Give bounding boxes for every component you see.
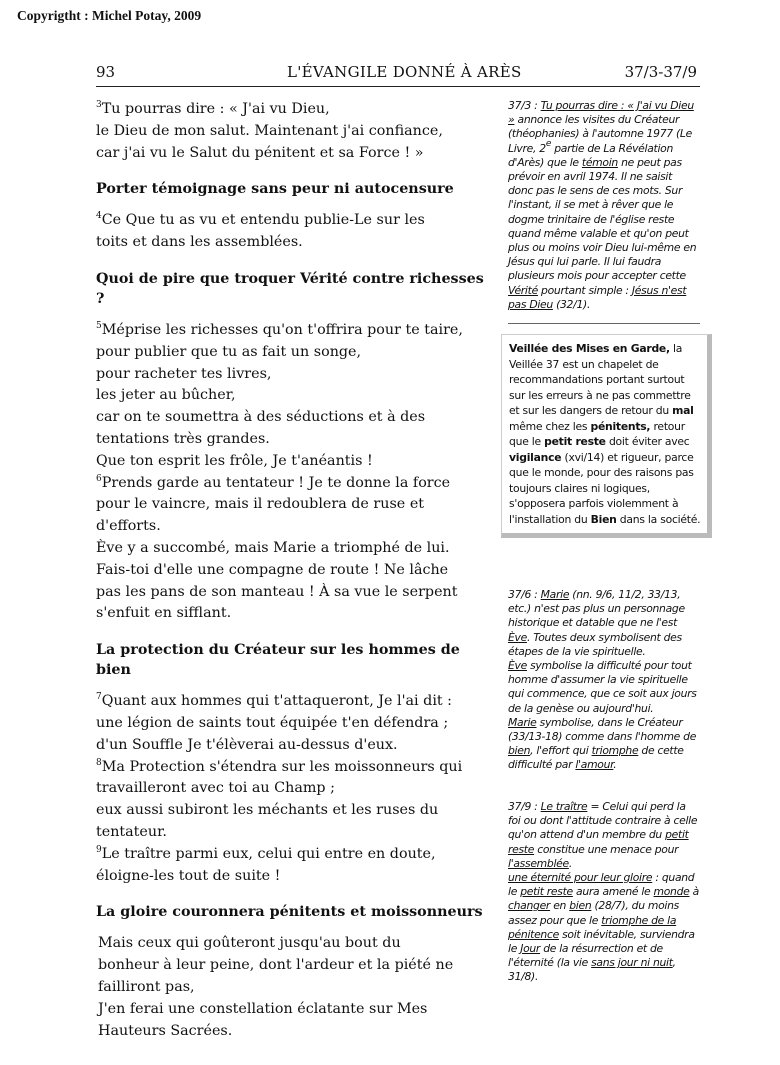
verse-number: 7 bbox=[96, 692, 102, 703]
verse-8: $^8$Ma Protection s'étendra sur les moissonneurs qui travailleront avec toi au Champ ; eux aussi subiront les méchants et les ruses du tentateur. bbox=[96, 757, 463, 840]
verse-number: 4 bbox=[96, 211, 102, 222]
sidenote-37-9: 37/9 : Le traître = Celui qui perd la foi ou dont l'attitude contraire à celle qu'on attend d'un membre du petit reste constitue une menace pour l'assemblée. une éternité pour leur gloire : quand le petit reste aura amené le monde à changer en bien (28/7), du moins assez pour que le triomphe de la pénitence soit inévitable, surviendra le Jour de la résurrection et de l'éternité (la vie sans jour ni nuit, 31/8). bbox=[508, 800, 699, 984]
veillee-summary-box: Veillée des Mises en Garde, la Veillée 37 est un chapelet de recommandations portant surtout sur les erreurs à ne pas commettre et sur les dangers de retour du mal même chez les pénitents, retour que le petit reste doit éviter avec vigilance (xvi/14) et rigueur, parce que le monde, pour des raisons pas toujours claires ni logiques, s'opposera parfois violemment à l'installation du Bien dans la société. bbox=[501, 334, 712, 538]
verse-3: $^3$Tu pourras dire : « J'ai vu Dieu, le Dieu de mon salut. Maintenant j'ai confiance, car j'ai vu le Salut du pénitent et sa Force ! » bbox=[96, 100, 443, 161]
verse-9: $^9$Le traître parmi eux, celui qui entre en doute, éloigne-les tout de suite ! bbox=[96, 844, 436, 884]
verse-number: 3 bbox=[96, 100, 102, 110]
header-rule bbox=[96, 86, 700, 87]
verse-number: 6 bbox=[96, 473, 102, 484]
sidenote-37-3: 37/3 : Tu pourras dire : « J'ai vu Dieu » annonce les visites du Créateur (théophanies) à l'automne 1977 (Le Livre, 2e partie de La Révélation d'Arès) que le témoin ne peut pas prévoir en avril 1974. Il ne saisit donc pas le sens de ces mots. Sur l'instant, il se met à rêver que le dogme trinitaire de l'église reste quand même valable et qu'on peut plus ou moins voir Dieu lui-même en Jésus qui lui parle. Il lui faudra plusieurs mois pour accepter cette Vérité pourtant simple : Jésus n'est pas Dieu (32/1). bbox=[508, 99, 697, 311]
verse-4: $^4$Ce Que tu as vu et entendu publie-Le sur les toits et dans les assemblées. bbox=[96, 211, 425, 251]
sidenote-37-6: 37/6 : Marie (nn. 9/6, 11/2, 33/13, etc.) n'est pas plus un personnage historique et datable que ne l'est Ève. Toutes deux symbolisent des étapes de la vie spirituelle. Ève symbolise la difficulté pour tout homme d'assumer la vie spirituelle qui commence, que ce soit aux jours de la genèse ou aujourd'hui. Marie symbolise, dans le Créateur (33/13-18) comme dans l'homme de bien, l'effort qui triomphe de cette difficulté par l'amour. bbox=[508, 588, 697, 772]
verse-reference: 37/3-37/9 bbox=[624, 63, 697, 81]
verse-number: 5 bbox=[96, 320, 102, 331]
verse-5: $^5$Méprise les richesses qu'on t'offrira pour te taire, pour publier que tu as fait un songe, pour racheter tes livres, les jeter au bûcher, car on te soumettra à des séductions et à des tentations très grandes. Que ton esprit les frôle, Je t'anéantis ! bbox=[96, 320, 463, 469]
page-number: 93 bbox=[96, 63, 116, 81]
sidenote-divider bbox=[508, 323, 700, 324]
verse-closing: Mais ceux qui goûteront jusqu'au bout du bonheur à leur peine, dont l'ardeur et la piété ne failliront pas, J'en ferai une constellation éclatante sur Mes Hauteurs Sacrées. bbox=[98, 935, 454, 1039]
verse-7: $^7$Quant aux hommes qui t'attaqueront, Je l'ai dit : une légion de saints tout équipée t'en défendra ; d'un Souffle Je t'élèverai au-dessus d'eux. bbox=[96, 692, 453, 753]
verse-6: $^6$Prends garde au tentateur ! Je te donne la force pour le vaincre, mais il redoublera de ruse et d'efforts. Ève y a succombé, mais Marie a triomphé de lui. Fais-toi d'elle une compagne de route ! Ne lâche pas les pans de son manteau ! À sa vue le serpent s'enfuit en sifflant. bbox=[96, 473, 458, 622]
main-text bbox=[96, 99, 494, 1042]
section-heading: La gloire couronnera pénitents et moissonneurs bbox=[96, 904, 483, 921]
verse-number: 9 bbox=[96, 844, 102, 855]
copyright-notice: Copyrigtht : Michel Potay, 2009 bbox=[17, 8, 202, 23]
section-heading: Porter témoignage sans peur ni autocensure bbox=[96, 181, 454, 198]
running-title: L'ÉVANGILE DONNÉ À ARÈS bbox=[287, 63, 522, 81]
section-heading: La protection du Créateur sur les hommes de bien bbox=[96, 642, 460, 679]
section-heading: Quoi de pire que troquer Vérité contre richesses ? bbox=[96, 270, 484, 307]
verse-number: 8 bbox=[96, 757, 102, 768]
